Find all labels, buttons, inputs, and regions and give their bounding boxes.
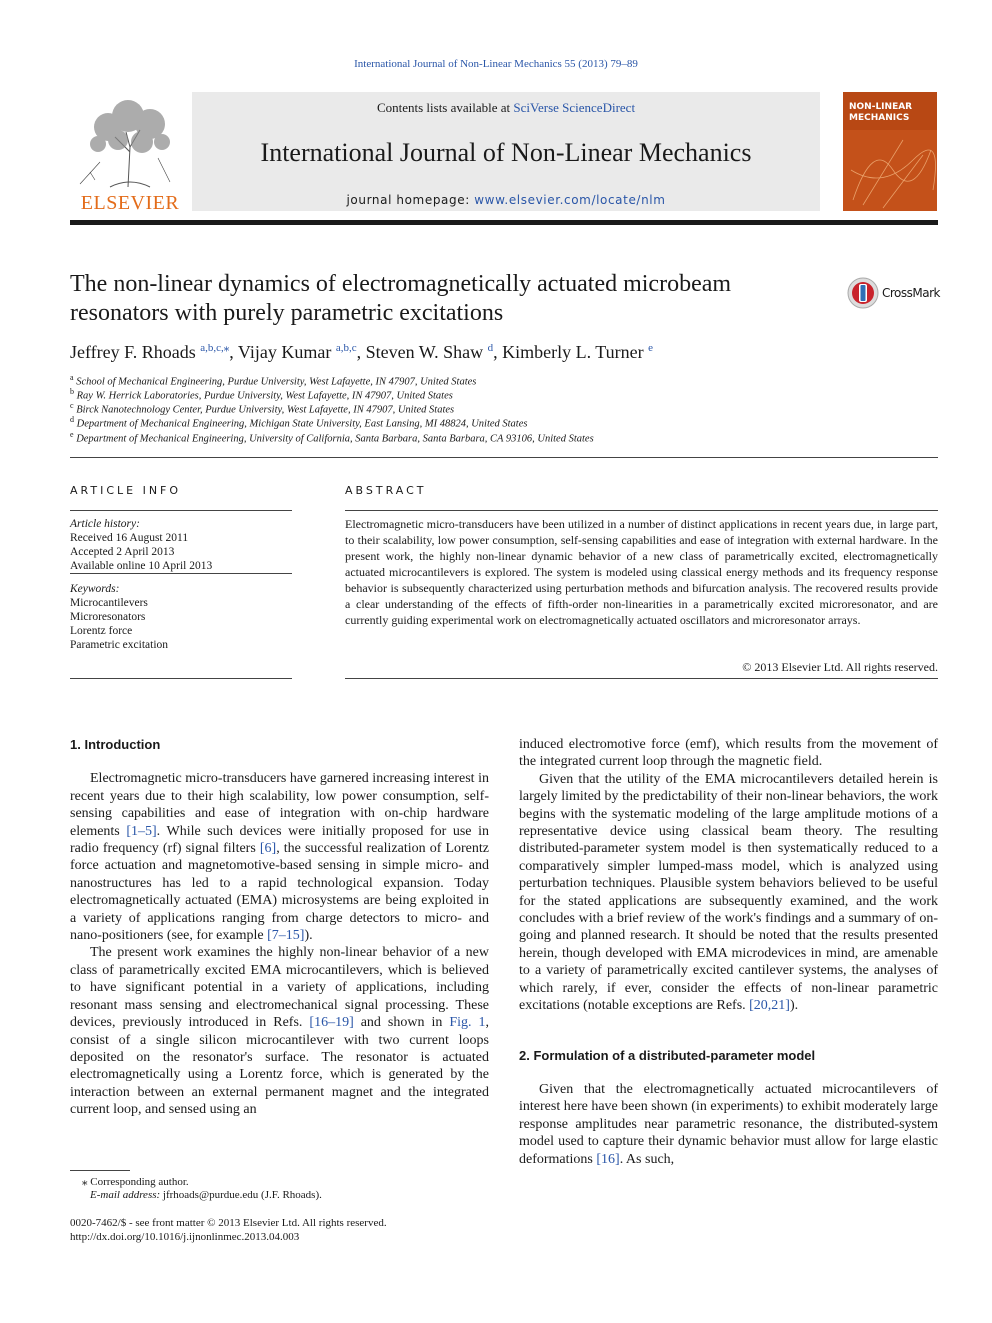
affiliation-key: b (70, 387, 74, 396)
article-title (70, 270, 830, 328)
history-label: Article history: (70, 518, 140, 530)
figure-link[interactable]: Fig. 1 (449, 1015, 486, 1031)
abstract-heading: ABSTRACT (345, 484, 427, 497)
reference-link[interactable]: [16–19] (309, 1015, 354, 1031)
keyword: Microcantilevers (70, 597, 148, 609)
author-affil-marker[interactable]: a,b,c (335, 342, 357, 354)
paragraph (70, 770, 489, 944)
article-info-heading: ARTICLE INFO (70, 484, 182, 497)
cover-title (849, 102, 933, 124)
paragraph-text: ). (304, 928, 313, 944)
article-history (70, 517, 292, 573)
homepage-prefix: journal homepage: (346, 193, 475, 207)
publisher-name: ELSEVIER (80, 192, 180, 214)
author-name[interactable]: Jeffrey F. Rhoads (70, 342, 196, 362)
body-left-column (70, 736, 489, 1119)
paragraph-text: . As such, (619, 1151, 675, 1167)
keyword: Lorentz force (70, 625, 133, 637)
header-rule (70, 220, 938, 225)
author-name[interactable]: Kimberly L. Turner (502, 342, 644, 362)
history-received: Received 16 August 2011 (70, 532, 189, 544)
author-affil-marker[interactable]: d (487, 342, 494, 354)
keywords-label: Keywords: (70, 583, 120, 595)
abstract-copyright: © 2013 Elsevier Ltd. All rights reserved. (742, 660, 938, 674)
body-right-column (519, 736, 938, 1168)
affiliation-rule (70, 457, 938, 458)
email-address[interactable]: jfrhoads@purdue.edu (162, 1189, 259, 1201)
affiliation (70, 430, 938, 445)
corresponding-note: ⁎ Corresponding author. (82, 1176, 189, 1188)
affiliation-text: Ray W. Herrick Laboratories, Purdue University, West Lafayette, IN 47907, United States (76, 390, 453, 402)
affiliation (70, 401, 938, 416)
article-info-rule (70, 510, 292, 511)
keyword: Microresonators (70, 611, 146, 623)
author-name[interactable]: Steven W. Shaw (365, 342, 484, 362)
section-heading: 2. Formulation of a distributed-parameter model (519, 1047, 816, 1063)
journal-citation[interactable]: International Journal of Non-Linear Mechanics 55 (2013) 79–89 (354, 58, 638, 70)
history-accepted: Accepted 2 April 2013 (70, 546, 175, 558)
paragraph-text: The present work examines the highly non-linear behavior of a new class of parametrically excited EMA microcantilevers, which is believed to have significant potential in a variety of applications, including resonant mass sensing and electromechanical signal processing. These devices, previously introduced in Refs. (70, 945, 489, 1031)
reference-link[interactable]: [1–5] (126, 823, 157, 839)
history-online: Available online 10 April 2013 (70, 560, 213, 572)
keywords (70, 582, 292, 652)
reference-link[interactable]: [7–15] (267, 928, 305, 944)
homepage-link[interactable]: www.elsevier.com/locate/nlm (474, 193, 666, 207)
affiliation-key: e (70, 430, 74, 439)
reference-link[interactable]: [16] (596, 1151, 620, 1167)
paragraph-text: . While such devices were initially proposed for use in radio frequency (rf) signal filters (70, 823, 489, 857)
email-label: E-mail address: (90, 1189, 163, 1201)
contents-prefix: Contents lists available at (376, 100, 514, 115)
paragraph (519, 1081, 938, 1168)
affiliation (70, 373, 938, 388)
paragraph-text: Given that the electromagnetically actuated microcantilevers of interest here have been shown (in experiments) to exhibit moderately large response amplitudes near parametric resonance, the distributed-system model used to capture their dynamic behavior must allow for large elastic deformations (519, 1081, 938, 1167)
contents-line (192, 100, 820, 116)
affiliation-text: Department of Mechanical Engineering, University of California, Santa Barbara, Santa Barbara, CA 93106, United States (76, 433, 594, 445)
email-suffix: (J.F. Rhoads). (258, 1189, 322, 1201)
author-list: Jeffrey F. Rhoads $^{a,b,c,⁎}$, Vijay Kumar $^{a,b,c}$, Steven W. Shaw $^d$, Kimberly L. Turner $^e$ (70, 342, 653, 362)
section-heading: 1. Introduction (70, 737, 161, 752)
article-title-line2: resonators with purely parametric excitations (70, 300, 504, 326)
article-title-line1: The non-linear dynamics of electromagnetically actuated microbeam (70, 271, 732, 297)
article-info-rule (70, 678, 292, 679)
abstract-rule (345, 678, 938, 679)
paragraph-text: Given that the utility of the EMA microcantilevers detailed herein is largely limited by the predictability of their non-linear behaviors, the work begins with the systematic modeling of the large amplitude motions of a representative device using classical beam theory. The resulting distributed-parameter system model is then systematically reduced to a comparatively simpler lumped-mass model, which is analyzed using perturbation techniques. Plausible system behaviors believed to be useful for the stated applications are subsequently examined, and the work concludes with a brief review of the work's findings and a summary of on-going and planned research. It should be noted that the results presented herein, though developed with EMA microdevices in mind, are amenable to a variety of parametrically excited cantilever systems, the analyses of which rarely, if ever, consider the effects of non-linear parametric excitations (notable exceptions are Refs. (519, 771, 938, 1014)
journal-banner (192, 92, 820, 211)
journal-cover-image (843, 92, 937, 211)
cover-artwork (843, 130, 937, 211)
doi-link[interactable]: http://dx.doi.org/10.1016/j.ijnonlinmec.2013.04.003 (70, 1231, 300, 1243)
issn-line: 0020-7462/$ - see front matter © 2013 Elsevier Ltd. All rights reserved. (70, 1217, 387, 1229)
reference-link[interactable]: [6] (259, 841, 277, 857)
journal-title: International Journal of Non-Linear Mechanics (260, 138, 752, 167)
paragraph: induced electromotive force (emf), which results from the movement of the integrated current loop through the magnetic field. (519, 737, 938, 770)
paragraph-text: ). (789, 998, 799, 1014)
crossmark-icon (846, 276, 880, 310)
corresponding-marker[interactable]: ⁎ (223, 342, 230, 354)
author-affil-marker[interactable]: e (648, 342, 653, 354)
paragraph-text: , the successful realization of Lorentz force actuation and magnetomotive-based sensing in simple micro- and nanostructures has led to a rapid technological expansion. Today electromagnetically actuated (EMA) microsystems are being exploited in a variety of applications ranging from charge detectors to micro- and nano-positioners (see, for example (70, 841, 489, 944)
paragraph-text: Electromagnetic micro-transducers have garnered increasing interest in recent years due to their high scalability, low power consumption, self-sensing capabilities and ease of integration with on-chip hardware elements (70, 771, 489, 839)
footnote-rule (70, 1170, 130, 1171)
paragraph-text: , consist of a single silicon microcantilever with two current loops deposited on the resonator's surface. The resonator is actuated electromagnetically using a Lorentz force, which is generated by the interaction between an external permanent magnet and the integrated current loop, and sensed using an (70, 1015, 489, 1118)
affiliation-key: c (70, 401, 74, 410)
crossmark-label[interactable]: CrossMark (882, 286, 940, 300)
paragraph-text: and shown in (353, 1015, 450, 1031)
paragraph (519, 771, 938, 1015)
keyword: Parametric excitation (70, 639, 169, 651)
email-note (90, 1189, 510, 1201)
affiliation (70, 387, 938, 402)
paragraph (70, 944, 489, 1118)
affiliation-key: a (70, 373, 74, 382)
affiliation-key: d (70, 415, 74, 424)
cover-title-line2: MECHANICS (849, 113, 910, 123)
author-name[interactable]: Vijay Kumar (237, 342, 332, 362)
affiliation-text: School of Mechanical Engineering, Purdue University, West Lafayette, IN 47907, United States (76, 376, 477, 388)
homepage-line (192, 193, 820, 207)
cover-title-line1: NON-LINEAR (849, 102, 913, 112)
article-info-rule (70, 573, 292, 574)
sciencedirect-link[interactable]: SciVerse ScienceDirect (513, 100, 636, 115)
abstract-rule (345, 510, 938, 511)
reference-link[interactable]: [20,21] (749, 998, 790, 1014)
affiliation (70, 415, 938, 430)
affiliation-text: Birck Nanotechnology Center, Purdue University, West Lafayette, IN 47907, United States (76, 404, 455, 416)
affiliation-text: Department of Mechanical Engineering, Michigan State University, East Lansing, MI 48824, United States (76, 418, 528, 430)
abstract-text: Electromagnetic micro-transducers have been utilized in a number of distinct applications in recent years due, in large part, to their scalability, low power consumption, self-sensing capabilities and ease of integration with external hardware. In the present work, the highly non-linear dynamic behavior of a new class of parametrically excited, electromagnetically actuated microcantilevers is explored. The system is modeled using classical energy methods and its frequency response behavior is subsequently characterized using perturbation methods and bifurcation analysis. The recovered results provide a clear understanding of the effects of fifth-order non-linearities in a parametrically excited microresonator, and are currently guiding experimental work on electromagnetically actuated oscillators and microresonator arrays. (345, 517, 938, 627)
author-affil-marker[interactable]: a,b,c, (200, 342, 224, 354)
